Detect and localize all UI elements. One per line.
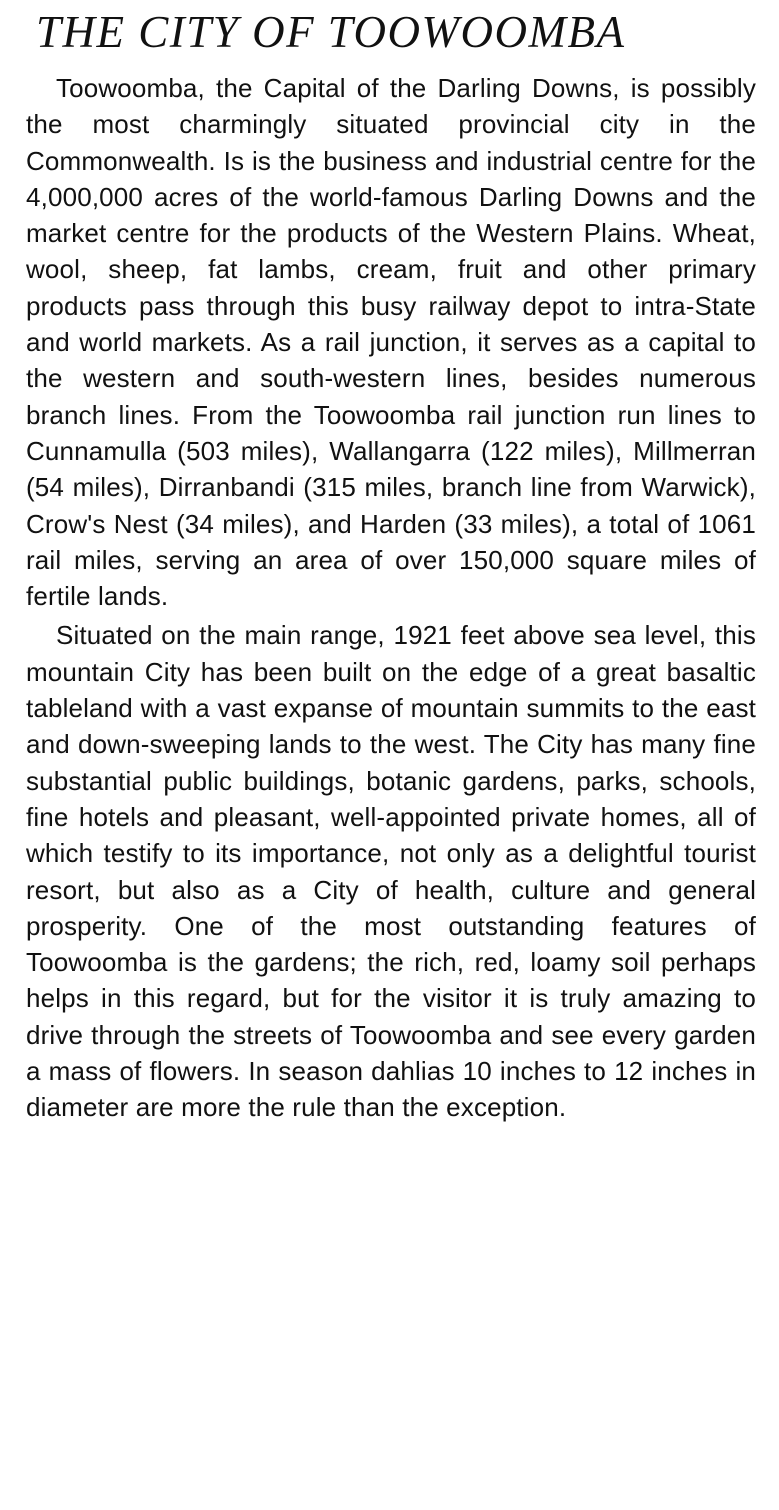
paragraph-2: Situated on the main range, 1921 feet above sea level, this mountain City has been built on the edge of a great basaltic tableland with a vast expanse of mountain summits to the east and down-sweeping lands to the west. The City has many fine substantial public buildings, botanic gardens, parks, schools, fine hotels and pleasant, well-appointed private homes, all of which testify to its importance, not only as a delightful tourist resort, but also as a City of health, culture and general prosperity. One of the most outstanding features of Toowoomba is the gardens; the rich, red, loamy soil perhaps helps in this regard, but for the visitor it is truly amazing to drive through the streets of Toowoomba and see every garden a mass of flowers. In season dahlias 10 inches to 12 inches in diameter are more the rule than the exception.: [26, 620, 756, 1123]
article-body: [26, 70, 756, 1126]
paragraph-1: Toowoomba, the Capital of the Darling Downs, is possibly the most charmingly situated provincial city in the Commonwealth. Is is the business and industrial centre for the 4,000,000 acres of the world-famous Darling Downs and the market centre for the products of the Western Plains. Wheat, wool, sheep, fat lambs, cream, fruit and other primary products pass through this busy railway depot to intra-State and world markets. As a rail junction, it serves as a capital to the western and south-western lines, besides numerous branch lines. From the Toowoomba rail junction run lines to Cunnamulla (503 miles), Wallangarra (122 miles), Millmerran (54 miles), Dirranbandi (315 miles, branch line from Warwick), Crow's Nest (34 miles), and Harden (33 miles), a total of 1061 rail miles, serving an area of over 150,000 square miles of fertile lands.: [26, 73, 756, 612]
document-page: [26, 4, 756, 1126]
page-title: THE CITY OF TOOWOOMBA: [36, 7, 626, 57]
